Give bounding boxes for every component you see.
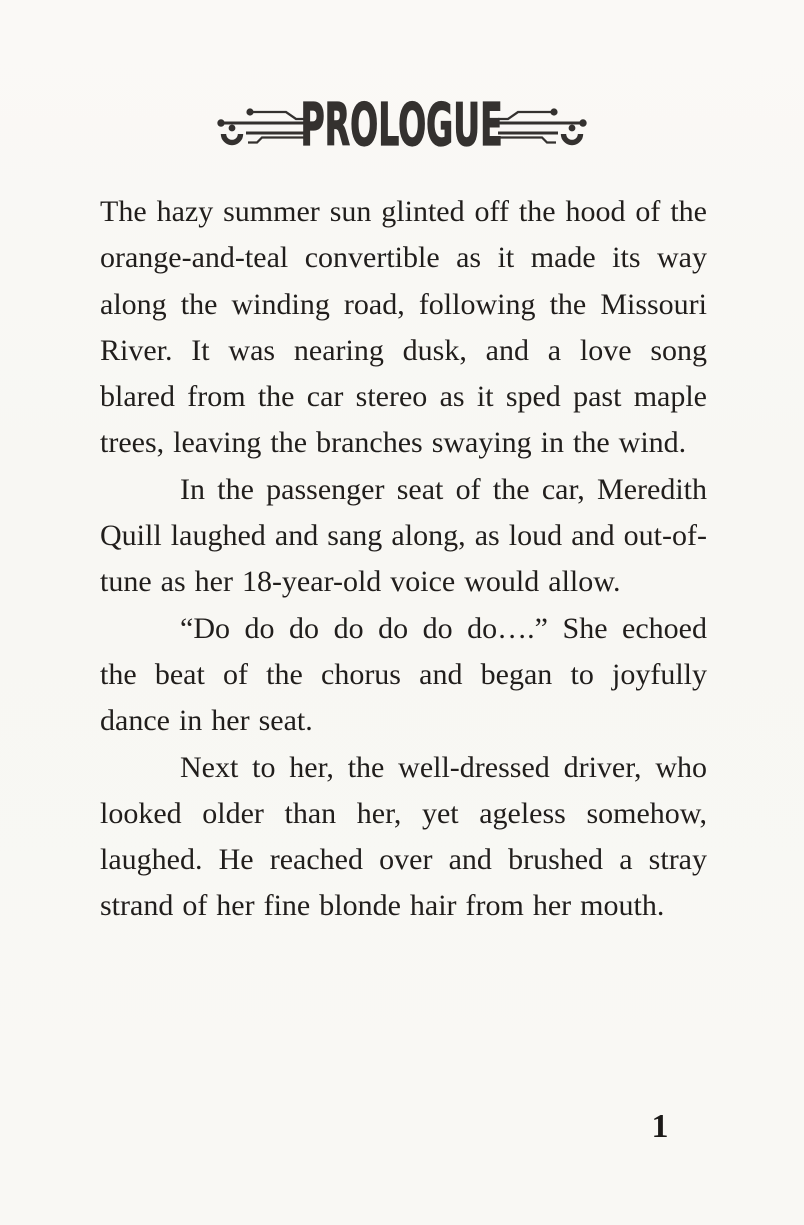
body-text [100,189,707,930]
page-number: 1 [651,1108,669,1145]
paragraph: In the passenger seat of the car, Meredith Quill laughed and sang along, as loud and out-of-tune as her 18-year-old voice would allow. [100,472,707,599]
chapter-title-wrap [300,89,504,159]
circuit-flourish-left-icon [210,99,306,149]
chapter-header [0,89,804,159]
paragraph: “Do do do do do do do….” She echoed the beat of the chorus and began to joyfully dance in her seat. [100,611,707,738]
paragraph: The hazy summer sun glinted off the hood of the orange-and-teal convertible as it made its way along the winding road, following the Missouri River. It was nearing dusk, and a love song blared from the car stereo as it sped past maple trees, leaving the branches swaying in the wind. [100,195,707,460]
circuit-flourish-right-icon [498,99,594,149]
paragraph: Next to her, the well-dressed driver, who looked older than her, yet ageless somehow, laughed. He reached over and brushed a stray strand of her fine blonde hair from her mouth. [100,750,707,923]
chapter-title: PROLOGUE [300,89,504,159]
